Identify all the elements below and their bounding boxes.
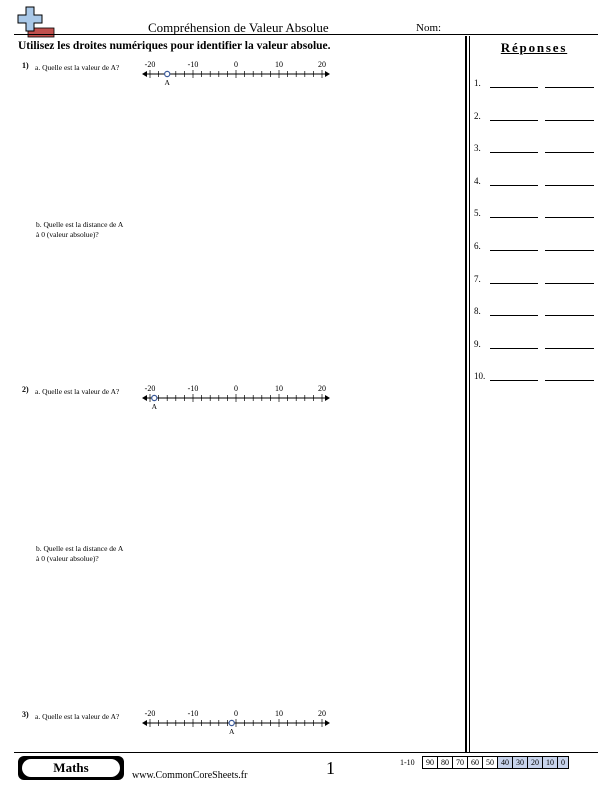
answers-title: Réponses bbox=[500, 40, 568, 55]
answer-number: 3. bbox=[474, 143, 481, 154]
answer-row bbox=[474, 241, 600, 255]
point-label: A bbox=[164, 78, 170, 87]
score-cell: 90 bbox=[423, 757, 438, 769]
subject-label: Maths bbox=[22, 759, 120, 777]
number-line bbox=[140, 382, 336, 412]
point-label: A bbox=[228, 727, 235, 736]
question-part-b-line2: à 0 (valeur absolue)? bbox=[36, 229, 99, 239]
answer-column-divider bbox=[465, 36, 467, 752]
answer-blank-a[interactable] bbox=[490, 250, 538, 251]
tick-label: 20 bbox=[318, 384, 326, 393]
arrow-left-icon bbox=[142, 720, 147, 726]
tick-label: 0 bbox=[234, 384, 238, 393]
score-cell: 30 bbox=[513, 757, 528, 769]
score-cell: 80 bbox=[438, 757, 453, 769]
arrow-right-icon bbox=[325, 395, 330, 401]
question-part-b bbox=[36, 220, 146, 239]
footer-divider bbox=[14, 752, 598, 753]
answer-row bbox=[474, 274, 600, 288]
arrow-left-icon bbox=[142, 395, 147, 401]
score-cell: 0 bbox=[558, 757, 569, 769]
answer-number: 4. bbox=[474, 175, 481, 186]
answer-blank-b[interactable] bbox=[545, 185, 594, 186]
answer-number: 6. bbox=[474, 241, 481, 251]
question-part-a: a. Quelle est la valeur de A? bbox=[35, 63, 120, 72]
tick-label: 10 bbox=[275, 60, 283, 69]
page-title: Compréhension de Valeur Absolue bbox=[148, 20, 329, 35]
tick-label: 0 bbox=[234, 709, 238, 718]
answer-blank-b[interactable] bbox=[545, 315, 594, 316]
tick-label: 10 bbox=[275, 384, 283, 393]
tick-label: -10 bbox=[187, 384, 199, 393]
header-divider bbox=[14, 34, 598, 35]
answer-number: 9. bbox=[474, 338, 481, 349]
answer-number: 5. bbox=[474, 208, 481, 219]
answer-blank-b[interactable] bbox=[545, 217, 594, 218]
answer-blank-a[interactable] bbox=[490, 380, 538, 381]
question-part-a: a. Quelle est la valeur de A? bbox=[35, 387, 120, 396]
answer-number: 8. bbox=[474, 306, 481, 317]
point-marker bbox=[229, 720, 234, 725]
answer-blank-b[interactable] bbox=[545, 283, 594, 284]
tick-label: -20 bbox=[144, 60, 156, 69]
answer-row bbox=[474, 339, 600, 353]
answer-row bbox=[474, 306, 600, 320]
tick-label: -10 bbox=[187, 60, 199, 69]
tick-label: 0 bbox=[234, 60, 238, 69]
answer-number: 10. bbox=[474, 371, 486, 382]
question-part-a: a. Quelle est la valeur de A? bbox=[35, 712, 120, 721]
answer-number: 7. bbox=[474, 273, 481, 284]
answer-row bbox=[474, 208, 600, 222]
question-part-b-line1: b. Quelle est la distance de A bbox=[36, 220, 124, 229]
tick-label: 10 bbox=[275, 709, 283, 718]
name-label: Nom: bbox=[416, 22, 442, 34]
point-marker bbox=[165, 71, 170, 76]
score-cell: 40 bbox=[498, 757, 513, 769]
score-cell: 10 bbox=[543, 757, 558, 769]
arrow-right-icon bbox=[325, 720, 330, 726]
score-table bbox=[422, 756, 569, 769]
question-number: 2) bbox=[22, 385, 29, 394]
tick-label: -10 bbox=[187, 709, 199, 718]
answer-blank-a[interactable] bbox=[490, 348, 538, 349]
number-line bbox=[140, 58, 336, 88]
answer-column-divider-inner bbox=[469, 36, 470, 752]
answer-blank-a[interactable] bbox=[490, 315, 538, 316]
tick-label: 20 bbox=[318, 60, 326, 69]
instructions: Utilisez les droites numériques pour identifier la valeur absolue. bbox=[18, 40, 331, 52]
answer-blank-b[interactable] bbox=[545, 250, 594, 251]
page-number: 1 bbox=[326, 758, 335, 778]
answer-blank-b[interactable] bbox=[545, 348, 594, 349]
answer-blank-a[interactable] bbox=[490, 217, 538, 218]
score-cell: 50 bbox=[483, 757, 498, 769]
answer-number: 2. bbox=[474, 110, 481, 121]
answer-blank-b[interactable] bbox=[545, 152, 594, 153]
point-label: A bbox=[151, 402, 158, 411]
answer-blank-b[interactable] bbox=[545, 120, 594, 121]
answer-blank-a[interactable] bbox=[490, 120, 538, 121]
answer-row bbox=[474, 111, 600, 125]
website-text: www.CommonCoreSheets.fr bbox=[132, 770, 248, 781]
answer-blank-a[interactable] bbox=[490, 152, 538, 153]
answer-blank-a[interactable] bbox=[490, 87, 538, 88]
answer-number: 1. bbox=[474, 78, 481, 88]
question-number: 1) bbox=[22, 61, 29, 70]
answer-blank-b[interactable] bbox=[545, 87, 594, 88]
question-part-b-line2: à 0 (valeur absolue)? bbox=[36, 553, 99, 563]
answer-blank-a[interactable] bbox=[490, 185, 538, 186]
question-number: 3) bbox=[22, 710, 29, 719]
arrow-left-icon bbox=[142, 71, 147, 77]
number-line bbox=[140, 707, 336, 737]
answer-blank-b[interactable] bbox=[545, 380, 594, 381]
score-cell: 70 bbox=[453, 757, 468, 769]
score-range-label: 1-10 bbox=[400, 758, 415, 767]
question-part-b-line1: b. Quelle est la distance de A bbox=[36, 544, 124, 553]
answer-row bbox=[474, 143, 600, 157]
tick-label: 20 bbox=[318, 709, 326, 718]
tick-label: -20 bbox=[144, 384, 156, 393]
answer-blank-a[interactable] bbox=[490, 283, 538, 284]
score-cell: 60 bbox=[468, 757, 483, 769]
point-marker bbox=[152, 395, 157, 400]
score-cell: 20 bbox=[528, 757, 543, 769]
answer-row bbox=[474, 78, 600, 92]
answer-row bbox=[474, 176, 600, 190]
answer-row bbox=[474, 371, 600, 385]
question-part-b bbox=[36, 544, 146, 563]
tick-label: -20 bbox=[144, 709, 156, 718]
arrow-right-icon bbox=[325, 71, 330, 77]
